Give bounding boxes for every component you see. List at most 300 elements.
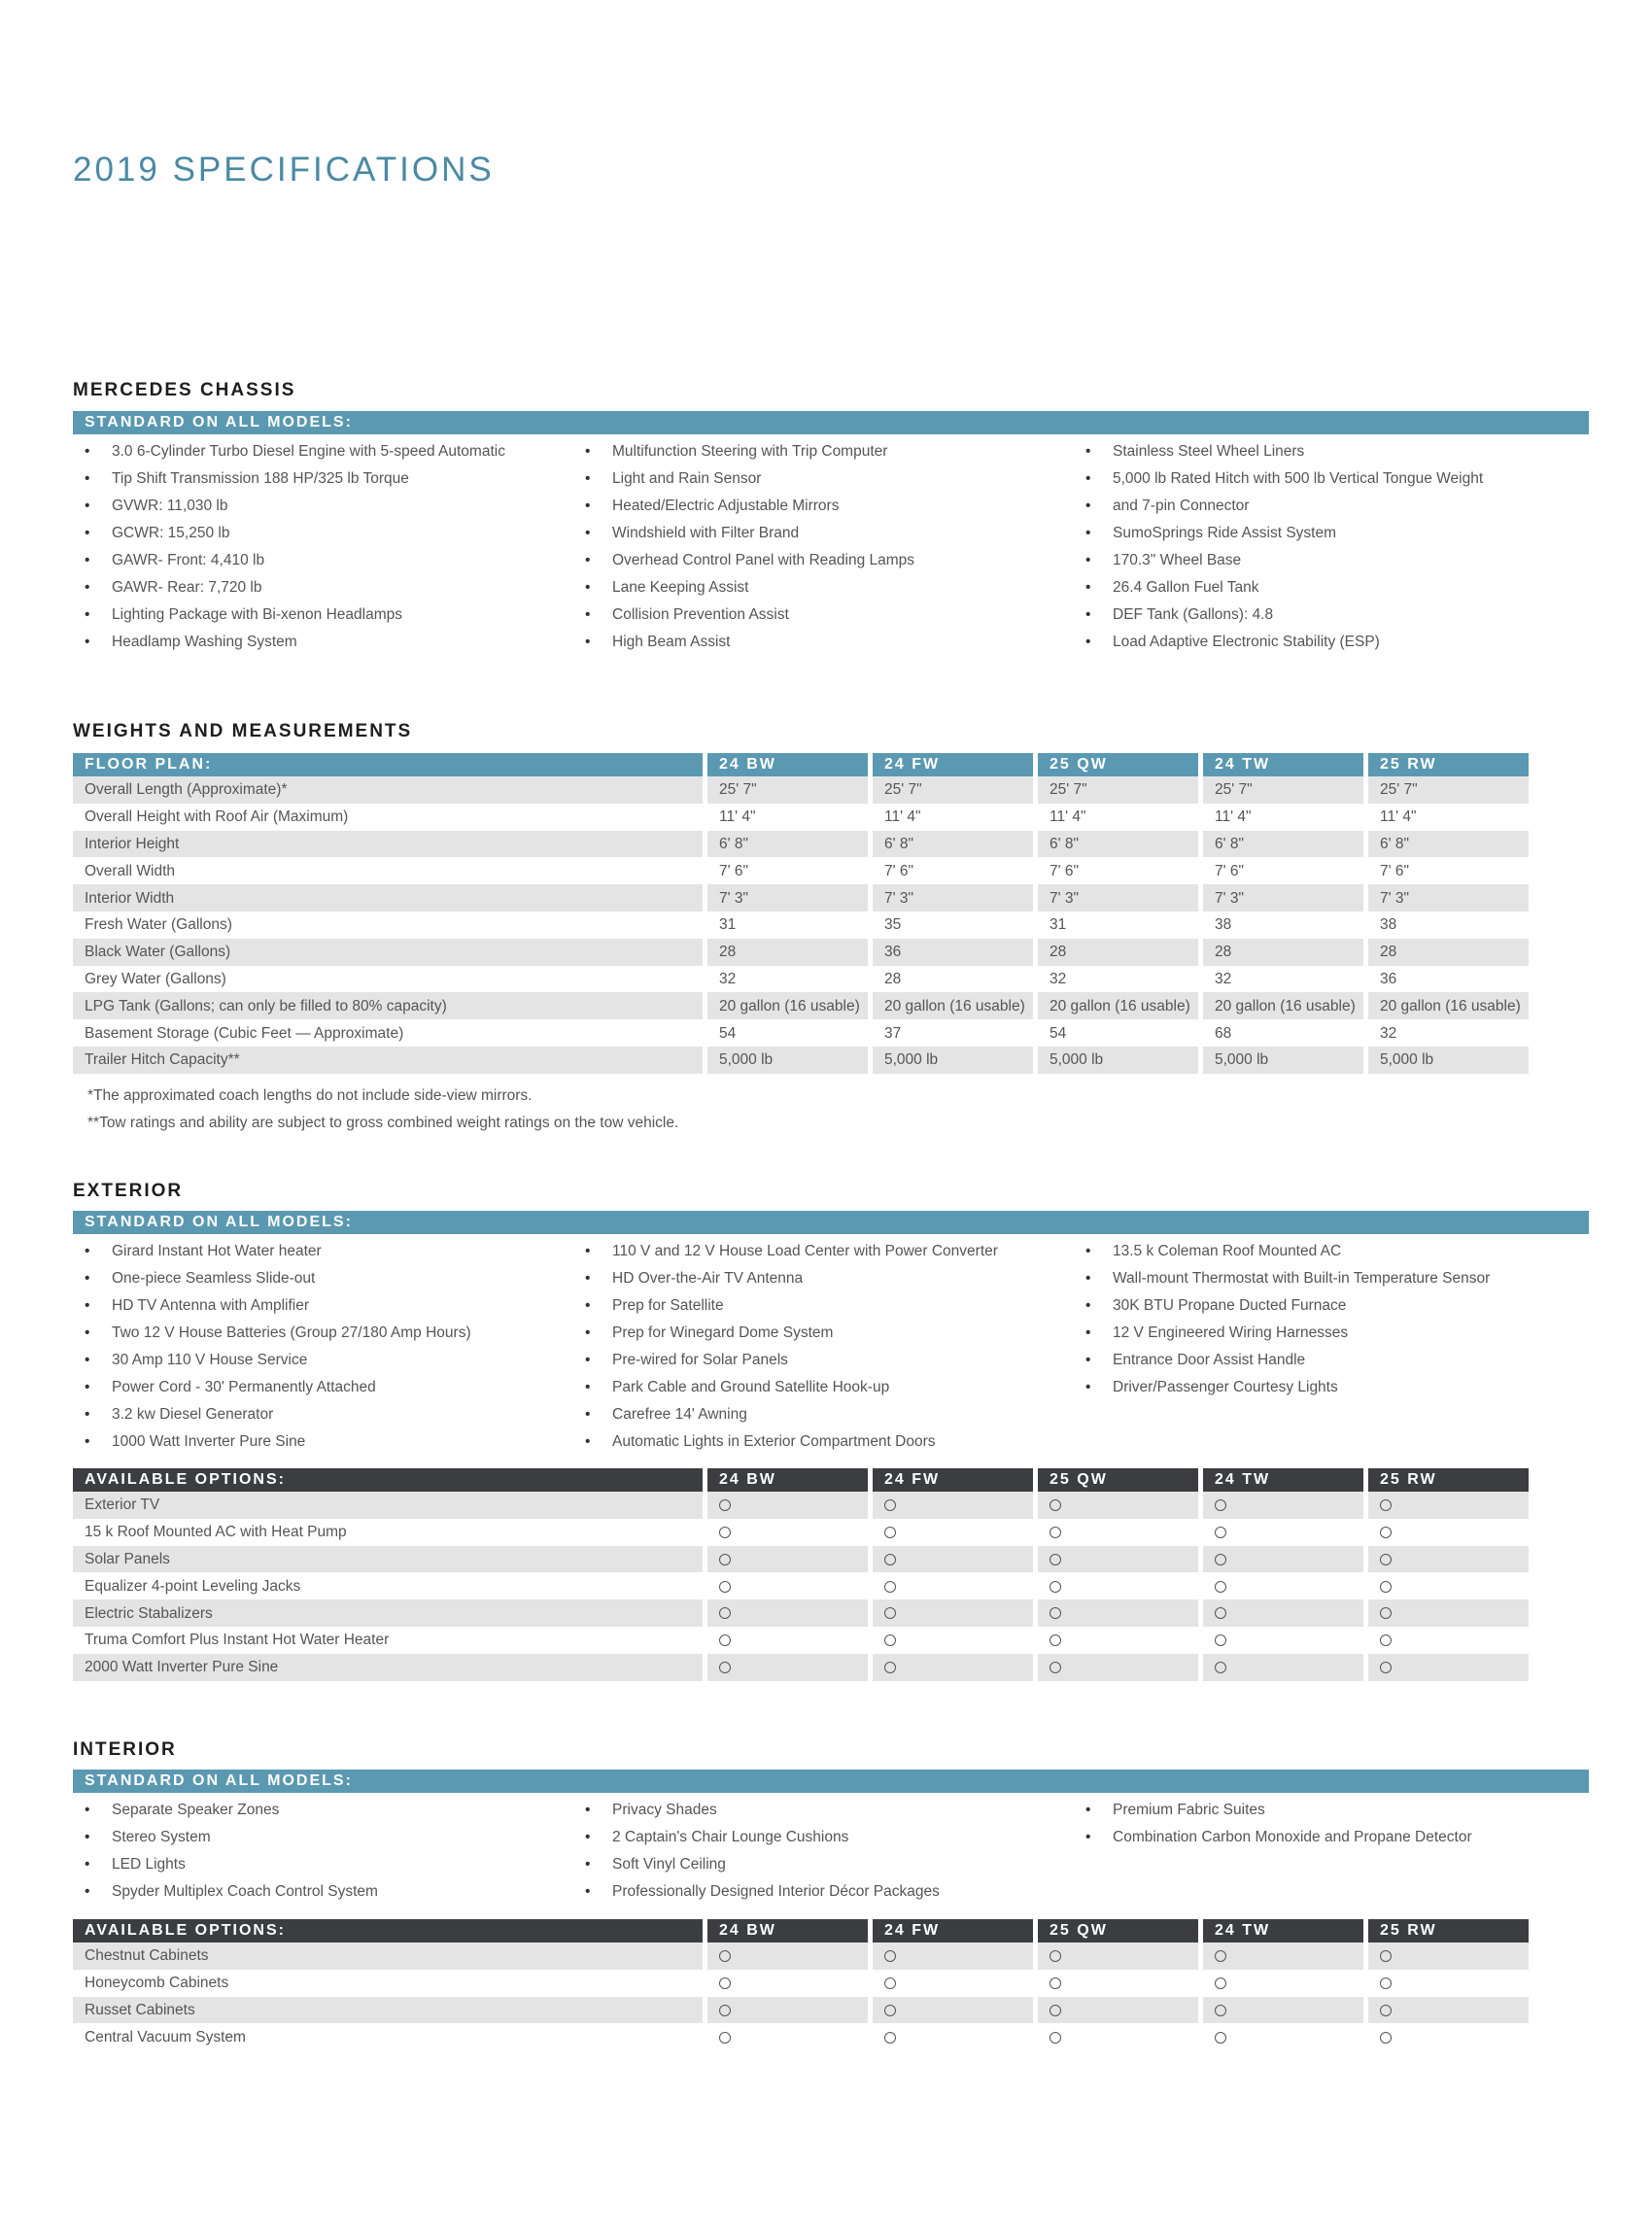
option-label: Central Vacuum System — [85, 2028, 246, 2046]
row-label: Basement Storage (Cubic Feet — Approximate) — [85, 1024, 404, 1042]
optional-circle-icon — [719, 1662, 731, 1673]
optional-circle-icon — [719, 1977, 731, 1989]
cell-value: 5,000 lb — [873, 1047, 1033, 1074]
feature-item: • HD TV Antenna with Amplifier — [73, 1292, 568, 1320]
table-header-model: 24 FW — [873, 1468, 1033, 1492]
optional-circle-icon — [884, 1499, 896, 1511]
table-row — [73, 831, 1529, 858]
feature-item: • Heated/Electric Adjustable Mirrors — [573, 493, 1069, 520]
cell-value: 25' 7" — [1038, 776, 1198, 804]
option-cell — [707, 1519, 868, 1546]
option-cell — [1038, 2023, 1198, 2050]
optional-circle-icon — [884, 1554, 896, 1565]
feature-item: • Wall-mount Thermostat with Built-in Temperature Sensor — [1074, 1265, 1589, 1292]
table-header-model: 24 BW — [707, 1919, 868, 1943]
option-cell — [873, 1546, 1033, 1573]
feature-item: • Driver/Passenger Courtesy Lights — [1074, 1374, 1589, 1401]
feature-item: • Headlamp Washing System — [73, 629, 568, 656]
table-row — [73, 992, 1529, 1019]
optional-circle-icon — [1380, 1950, 1392, 1962]
cell-value: 31 — [1050, 916, 1067, 934]
cell-value: 32 — [1215, 970, 1232, 987]
feature-item: • 170.3" Wheel Base — [1074, 547, 1589, 574]
cell-value: 5,000 lb — [707, 1047, 868, 1074]
row-label: Black Water (Gallons) — [73, 939, 703, 966]
option-cell — [707, 1546, 868, 1573]
feature-item: • Power Cord - 30' Permanently Attached — [73, 1374, 568, 1401]
feature-item: • 12 V Engineered Wiring Harnesses — [1074, 1320, 1589, 1347]
chassis-standard-bar: STANDARD ON ALL MODELS: — [73, 411, 1589, 434]
option-label: Truma Comfort Plus Instant Hot Water Heater — [85, 1632, 390, 1649]
option-label: Equalizer 4-point Leveling Jacks — [85, 1577, 301, 1595]
cell-value: 20 gallon (16 usable) — [707, 992, 868, 1019]
table-header-model: 25 QW — [1038, 1919, 1198, 1943]
table-header-model: 24 TW — [1203, 753, 1363, 776]
section-heading-chassis: MERCEDES CHASSIS — [73, 380, 296, 400]
row-label: Interior Width — [73, 884, 703, 911]
option-cell — [707, 1970, 868, 1997]
exterior-standard-bar: STANDARD ON ALL MODELS: — [73, 1211, 1589, 1234]
optional-circle-icon — [1050, 1977, 1061, 1989]
table-header-model: 24 TW — [1203, 1468, 1363, 1492]
feature-item: • Spyder Multiplex Coach Control System — [73, 1878, 568, 1906]
optional-circle-icon — [1050, 1527, 1061, 1538]
option-cell — [1368, 1519, 1529, 1546]
cell-value: 7' 3" — [1368, 884, 1529, 911]
table-row — [73, 911, 1529, 939]
feature-item: • GCWR: 15,250 lb — [73, 520, 568, 547]
optional-circle-icon — [719, 2032, 731, 2044]
cell-value: 28 — [707, 939, 868, 966]
optional-circle-icon — [1050, 2032, 1061, 2044]
feature-item: • GAWR- Rear: 7,720 lb — [73, 574, 568, 602]
option-cell — [707, 1492, 868, 1519]
feature-item: • Prep for Winegard Dome System — [573, 1320, 1069, 1347]
table-header-model: 24 TW — [1203, 1919, 1363, 1943]
table-row — [73, 776, 1529, 804]
option-cell — [873, 1997, 1033, 2024]
option-cell — [873, 1492, 1033, 1519]
option-cell — [873, 2023, 1033, 2050]
cell-value: 7' 6" — [1380, 862, 1410, 879]
cell-value: 6' 8" — [707, 831, 868, 858]
option-cell — [873, 1599, 1033, 1627]
cell-value: 20 gallon (16 usable) — [1203, 992, 1363, 1019]
exterior-features-col1 — [73, 1238, 568, 1456]
option-cell — [1203, 2023, 1363, 2050]
cell-value: 7' 3" — [1038, 884, 1198, 911]
row-label: Overall Length (Approximate)* — [73, 776, 703, 804]
cell-value: 68 — [1215, 1024, 1232, 1042]
cell-value: 31 — [719, 916, 737, 934]
optional-circle-icon — [719, 1634, 731, 1646]
option-label: Solar Panels — [73, 1546, 703, 1573]
option-cell — [1038, 1943, 1198, 1970]
option-cell — [1203, 1599, 1363, 1627]
row-label: Overall Width — [85, 862, 176, 879]
optional-circle-icon — [884, 1634, 896, 1646]
feature-item: • Windshield with Filter Brand — [573, 520, 1069, 547]
interior-features-col2 — [573, 1797, 1069, 1906]
feature-item: • Combination Carbon Monoxide and Propane Detector — [1074, 1824, 1589, 1851]
option-cell — [707, 1654, 868, 1681]
option-cell — [1368, 1599, 1529, 1627]
cell-value: 7' 6" — [1215, 862, 1245, 879]
table-row — [73, 1519, 1529, 1546]
cell-value: 11' 4" — [719, 808, 756, 826]
cell-value: 20 gallon (16 usable) — [1368, 992, 1529, 1019]
option-label: Exterior TV — [73, 1492, 703, 1519]
feature-item: • Separate Speaker Zones — [73, 1797, 568, 1824]
cell-value: 11' 4" — [1380, 808, 1417, 826]
option-cell — [1038, 1546, 1198, 1573]
cell-value: 5,000 lb — [1038, 1047, 1198, 1074]
optional-circle-icon — [884, 1977, 896, 1989]
table-row — [73, 1627, 1529, 1654]
cell-value: 37 — [884, 1024, 902, 1042]
option-cell — [1038, 1654, 1198, 1681]
optional-circle-icon — [1050, 1634, 1061, 1646]
option-cell — [1038, 1519, 1198, 1546]
optional-circle-icon — [1380, 1607, 1392, 1619]
feature-item: • Stainless Steel Wheel Liners — [1074, 438, 1589, 465]
option-cell — [1203, 1943, 1363, 1970]
optional-circle-icon — [719, 1554, 731, 1565]
footnote-length: *The approximated coach lengths do not include side-view mirrors. — [87, 1087, 533, 1104]
table-header-label: AVAILABLE OPTIONS: — [73, 1919, 703, 1943]
feature-item: • Soft Vinyl Ceiling — [573, 1851, 1069, 1878]
cell-value: 6' 8" — [873, 831, 1033, 858]
cell-value: 7' 3" — [1203, 884, 1363, 911]
cell-value: 32 — [1050, 970, 1067, 987]
table-row — [73, 1492, 1529, 1519]
optional-circle-icon — [884, 1581, 896, 1593]
table-row — [73, 804, 1529, 831]
table-row — [73, 1654, 1529, 1681]
optional-circle-icon — [1380, 1581, 1392, 1593]
table-row — [73, 1019, 1529, 1047]
cell-value: 25' 7" — [873, 776, 1033, 804]
cell-value: 7' 6" — [1050, 862, 1080, 879]
table-header-label: FLOOR PLAN: — [73, 753, 703, 776]
option-cell — [1203, 1970, 1363, 1997]
option-cell — [1368, 1492, 1529, 1519]
exterior-options-table — [68, 1468, 1533, 1681]
optional-circle-icon — [719, 1527, 731, 1538]
cell-value: 25' 7" — [707, 776, 868, 804]
optional-circle-icon — [884, 1607, 896, 1619]
table-row — [73, 1997, 1529, 2024]
feature-item: • Lane Keeping Assist — [573, 574, 1069, 602]
feature-item: • HD Over-the-Air TV Antenna — [573, 1265, 1069, 1292]
feature-item: • 2 Captain's Chair Lounge Cushions — [573, 1824, 1069, 1851]
cell-value: 38 — [1215, 916, 1232, 934]
cell-value: 7' 6" — [884, 862, 914, 879]
feature-item: • Premium Fabric Suites — [1074, 1797, 1589, 1824]
row-label: Interior Height — [73, 831, 703, 858]
option-label: Chestnut Cabinets — [73, 1943, 703, 1970]
optional-circle-icon — [1050, 1607, 1061, 1619]
cell-value: 7' 3" — [873, 884, 1033, 911]
feature-item: • 13.5 k Coleman Roof Mounted AC — [1074, 1238, 1589, 1265]
table-row — [73, 884, 1529, 911]
row-label: LPG Tank (Gallons; can only be filled to 80% capacity) — [73, 992, 703, 1019]
section-heading-exterior: EXTERIOR — [73, 1181, 184, 1201]
cell-value: 5,000 lb — [1368, 1047, 1529, 1074]
table-header-model: 24 FW — [873, 1919, 1033, 1943]
row-label: Trailer Hitch Capacity** — [73, 1047, 703, 1074]
feature-item: • Load Adaptive Electronic Stability (ESP) — [1074, 629, 1589, 656]
optional-circle-icon — [1380, 1527, 1392, 1538]
option-cell — [1203, 1492, 1363, 1519]
optional-circle-icon — [1050, 1662, 1061, 1673]
feature-item: • Stereo System — [73, 1824, 568, 1851]
feature-item: • GVWR: 11,030 lb — [73, 493, 568, 520]
cell-value: 36 — [1380, 970, 1397, 987]
row-label: Grey Water (Gallons) — [85, 970, 226, 987]
option-cell — [1368, 1970, 1529, 1997]
optional-circle-icon — [1380, 1634, 1392, 1646]
option-cell — [873, 1627, 1033, 1654]
chassis-features-col1 — [73, 438, 568, 656]
feature-item: • Privacy Shades — [573, 1797, 1069, 1824]
table-header-model: 25 RW — [1368, 1919, 1529, 1943]
cell-value: 11' 4" — [1215, 808, 1252, 826]
optional-circle-icon — [1050, 1554, 1061, 1565]
feature-item: • and 7-pin Connector — [1074, 493, 1589, 520]
cell-value: 6' 8" — [1203, 831, 1363, 858]
option-cell — [1368, 1997, 1529, 2024]
interior-standard-bar: STANDARD ON ALL MODELS: — [73, 1770, 1589, 1793]
optional-circle-icon — [1215, 1499, 1226, 1511]
feature-item: • 3.0 6-Cylinder Turbo Diesel Engine with 5-speed Automatic — [73, 438, 568, 465]
optional-circle-icon — [1050, 1950, 1061, 1962]
row-label: Overall Height with Roof Air (Maximum) — [85, 808, 349, 826]
option-cell — [1038, 1572, 1198, 1599]
optional-circle-icon — [719, 1607, 731, 1619]
feature-item: • Light and Rain Sensor — [573, 465, 1069, 493]
cell-value: 20 gallon (16 usable) — [873, 992, 1033, 1019]
feature-item: • Girard Instant Hot Water heater — [73, 1238, 568, 1265]
table-row — [73, 1943, 1529, 1970]
feature-item: • GAWR- Front: 4,410 lb — [73, 547, 568, 574]
table-header-model: 24 BW — [707, 1468, 868, 1492]
section-heading-weights: WEIGHTS AND MEASUREMENTS — [73, 721, 413, 741]
optional-circle-icon — [1215, 2005, 1226, 2016]
feature-item: • Overhead Control Panel with Reading Lamps — [573, 547, 1069, 574]
optional-circle-icon — [1215, 2032, 1226, 2044]
feature-item: • Park Cable and Ground Satellite Hook-up — [573, 1374, 1069, 1401]
exterior-features-col2 — [573, 1238, 1069, 1456]
option-cell — [1368, 1572, 1529, 1599]
optional-circle-icon — [1215, 1607, 1226, 1619]
option-cell — [707, 2023, 868, 2050]
chassis-features-col2 — [573, 438, 1069, 656]
feature-item: • Tip Shift Transmission 188 HP/325 lb Torque — [73, 465, 568, 493]
cell-value: 7' 6" — [719, 862, 749, 879]
feature-item: • 1000 Watt Inverter Pure Sine — [73, 1428, 568, 1456]
option-cell — [1203, 1997, 1363, 2024]
cell-value: 54 — [1050, 1024, 1067, 1042]
optional-circle-icon — [1215, 1527, 1226, 1538]
optional-circle-icon — [1050, 2005, 1061, 2016]
cell-value: 20 gallon (16 usable) — [1038, 992, 1198, 1019]
option-cell — [707, 1943, 868, 1970]
optional-circle-icon — [1380, 2032, 1392, 2044]
option-cell — [1038, 1997, 1198, 2024]
cell-value: 7' 3" — [707, 884, 868, 911]
optional-circle-icon — [884, 1662, 896, 1673]
feature-item: • One-piece Seamless Slide-out — [73, 1265, 568, 1292]
cell-value: 35 — [884, 916, 902, 934]
option-cell — [1203, 1627, 1363, 1654]
feature-item: • Professionally Designed Interior Décor Packages — [573, 1878, 1069, 1906]
cell-value: 28 — [1203, 939, 1363, 966]
optional-circle-icon — [1215, 1950, 1226, 1962]
cell-value: 38 — [1380, 916, 1397, 934]
option-cell — [1368, 1943, 1529, 1970]
option-cell — [707, 1599, 868, 1627]
feature-item: • SumoSprings Ride Assist System — [1074, 520, 1589, 547]
feature-item: • Automatic Lights in Exterior Compartment Doors — [573, 1428, 1069, 1456]
feature-item: • Multifunction Steering with Trip Computer — [573, 438, 1069, 465]
table-header-model: 24 BW — [707, 753, 868, 776]
cell-value: 6' 8" — [1368, 831, 1529, 858]
optional-circle-icon — [1380, 1977, 1392, 1989]
option-cell — [707, 1572, 868, 1599]
cell-value: 54 — [719, 1024, 737, 1042]
feature-item: • 30 Amp 110 V House Service — [73, 1347, 568, 1374]
option-cell — [1203, 1572, 1363, 1599]
table-row — [73, 2023, 1529, 2050]
optional-circle-icon — [884, 1950, 896, 1962]
optional-circle-icon — [884, 2005, 896, 2016]
feature-item: • High Beam Assist — [573, 629, 1069, 656]
table-row — [73, 857, 1529, 884]
table-row — [73, 1572, 1529, 1599]
option-cell — [1038, 1599, 1198, 1627]
page-title: 2019 SPECIFICATIONS — [73, 151, 495, 189]
feature-item: • 5,000 lb Rated Hitch with 500 lb Vertical Tongue Weight — [1074, 465, 1589, 493]
optional-circle-icon — [884, 2032, 896, 2044]
optional-circle-icon — [1215, 1634, 1226, 1646]
feature-item: • Carefree 14' Awning — [573, 1401, 1069, 1428]
optional-circle-icon — [719, 1581, 731, 1593]
weights-table — [68, 753, 1533, 1074]
feature-item: • 110 V and 12 V House Load Center with Power Converter — [573, 1238, 1069, 1265]
feature-item: • 30K BTU Propane Ducted Furnace — [1074, 1292, 1589, 1320]
option-cell — [873, 1572, 1033, 1599]
exterior-features-col3 — [1074, 1238, 1589, 1401]
table-header-model: 25 RW — [1368, 1468, 1529, 1492]
cell-value: 6' 8" — [1038, 831, 1198, 858]
row-label: Fresh Water (Gallons) — [85, 916, 232, 934]
option-cell — [707, 1627, 868, 1654]
option-cell — [1368, 2023, 1529, 2050]
table-row — [73, 1970, 1529, 1997]
optional-circle-icon — [1215, 1662, 1226, 1673]
feature-item: • DEF Tank (Gallons): 4.8 — [1074, 602, 1589, 629]
cell-value: 11' 4" — [884, 808, 921, 826]
section-heading-interior: INTERIOR — [73, 1739, 177, 1760]
interior-options-table — [68, 1919, 1533, 2050]
table-row — [73, 966, 1529, 993]
feature-item: • Two 12 V House Batteries (Group 27/180 Amp Hours) — [73, 1320, 568, 1347]
table-header-model: 25 RW — [1368, 753, 1529, 776]
option-cell — [1368, 1627, 1529, 1654]
option-label: 15 k Roof Mounted AC with Heat Pump — [85, 1524, 347, 1541]
option-label: 2000 Watt Inverter Pure Sine — [73, 1654, 703, 1681]
table-row — [73, 1546, 1529, 1573]
option-cell — [873, 1654, 1033, 1681]
option-cell — [1038, 1970, 1198, 1997]
chassis-features-col3 — [1074, 438, 1589, 656]
option-cell — [1368, 1546, 1529, 1573]
option-label: Electric Stabalizers — [73, 1599, 703, 1627]
table-row — [73, 1047, 1529, 1074]
cell-value: 32 — [1380, 1024, 1397, 1042]
feature-item: • 26.4 Gallon Fuel Tank — [1074, 574, 1589, 602]
table-row — [73, 939, 1529, 966]
footnote-tow: **Tow ratings and ability are subject to gross combined weight ratings on the tow vehicle. — [87, 1115, 679, 1131]
optional-circle-icon — [719, 1950, 731, 1962]
interior-features-col1 — [73, 1797, 568, 1906]
optional-circle-icon — [1215, 1977, 1226, 1989]
optional-circle-icon — [1380, 1554, 1392, 1565]
option-label: Russet Cabinets — [73, 1997, 703, 2024]
interior-features-col3 — [1074, 1797, 1589, 1851]
optional-circle-icon — [1215, 1554, 1226, 1565]
optional-circle-icon — [719, 2005, 731, 2016]
option-cell — [1368, 1654, 1529, 1681]
cell-value: 25' 7" — [1368, 776, 1529, 804]
option-cell — [1203, 1546, 1363, 1573]
cell-value: 28 — [1038, 939, 1198, 966]
option-cell — [1203, 1519, 1363, 1546]
feature-item: • Pre-wired for Solar Panels — [573, 1347, 1069, 1374]
cell-value: 5,000 lb — [1203, 1047, 1363, 1074]
feature-item: • LED Lights — [73, 1851, 568, 1878]
optional-circle-icon — [1050, 1499, 1061, 1511]
optional-circle-icon — [884, 1527, 896, 1538]
option-label: Honeycomb Cabinets — [85, 1975, 229, 1992]
optional-circle-icon — [1380, 1662, 1392, 1673]
table-header-model: 25 QW — [1038, 1468, 1198, 1492]
option-cell — [1038, 1627, 1198, 1654]
option-cell — [707, 1997, 868, 2024]
option-cell — [873, 1519, 1033, 1546]
cell-value: 25' 7" — [1203, 776, 1363, 804]
optional-circle-icon — [1050, 1581, 1061, 1593]
optional-circle-icon — [1215, 1581, 1226, 1593]
feature-item: • Entrance Door Assist Handle — [1074, 1347, 1589, 1374]
feature-item: • Collision Prevention Assist — [573, 602, 1069, 629]
option-cell — [1203, 1654, 1363, 1681]
table-header-model: 24 FW — [873, 753, 1033, 776]
feature-item: • 3.2 kw Diesel Generator — [73, 1401, 568, 1428]
table-header-label: AVAILABLE OPTIONS: — [73, 1468, 703, 1492]
option-cell — [1038, 1492, 1198, 1519]
cell-value: 32 — [719, 970, 737, 987]
cell-value: 28 — [1368, 939, 1529, 966]
cell-value: 11' 4" — [1050, 808, 1086, 826]
option-cell — [873, 1943, 1033, 1970]
feature-item: • Lighting Package with Bi-xenon Headlamps — [73, 602, 568, 629]
optional-circle-icon — [1380, 1499, 1392, 1511]
table-header-model: 25 QW — [1038, 753, 1198, 776]
option-cell — [873, 1970, 1033, 1997]
cell-value: 28 — [884, 970, 902, 987]
